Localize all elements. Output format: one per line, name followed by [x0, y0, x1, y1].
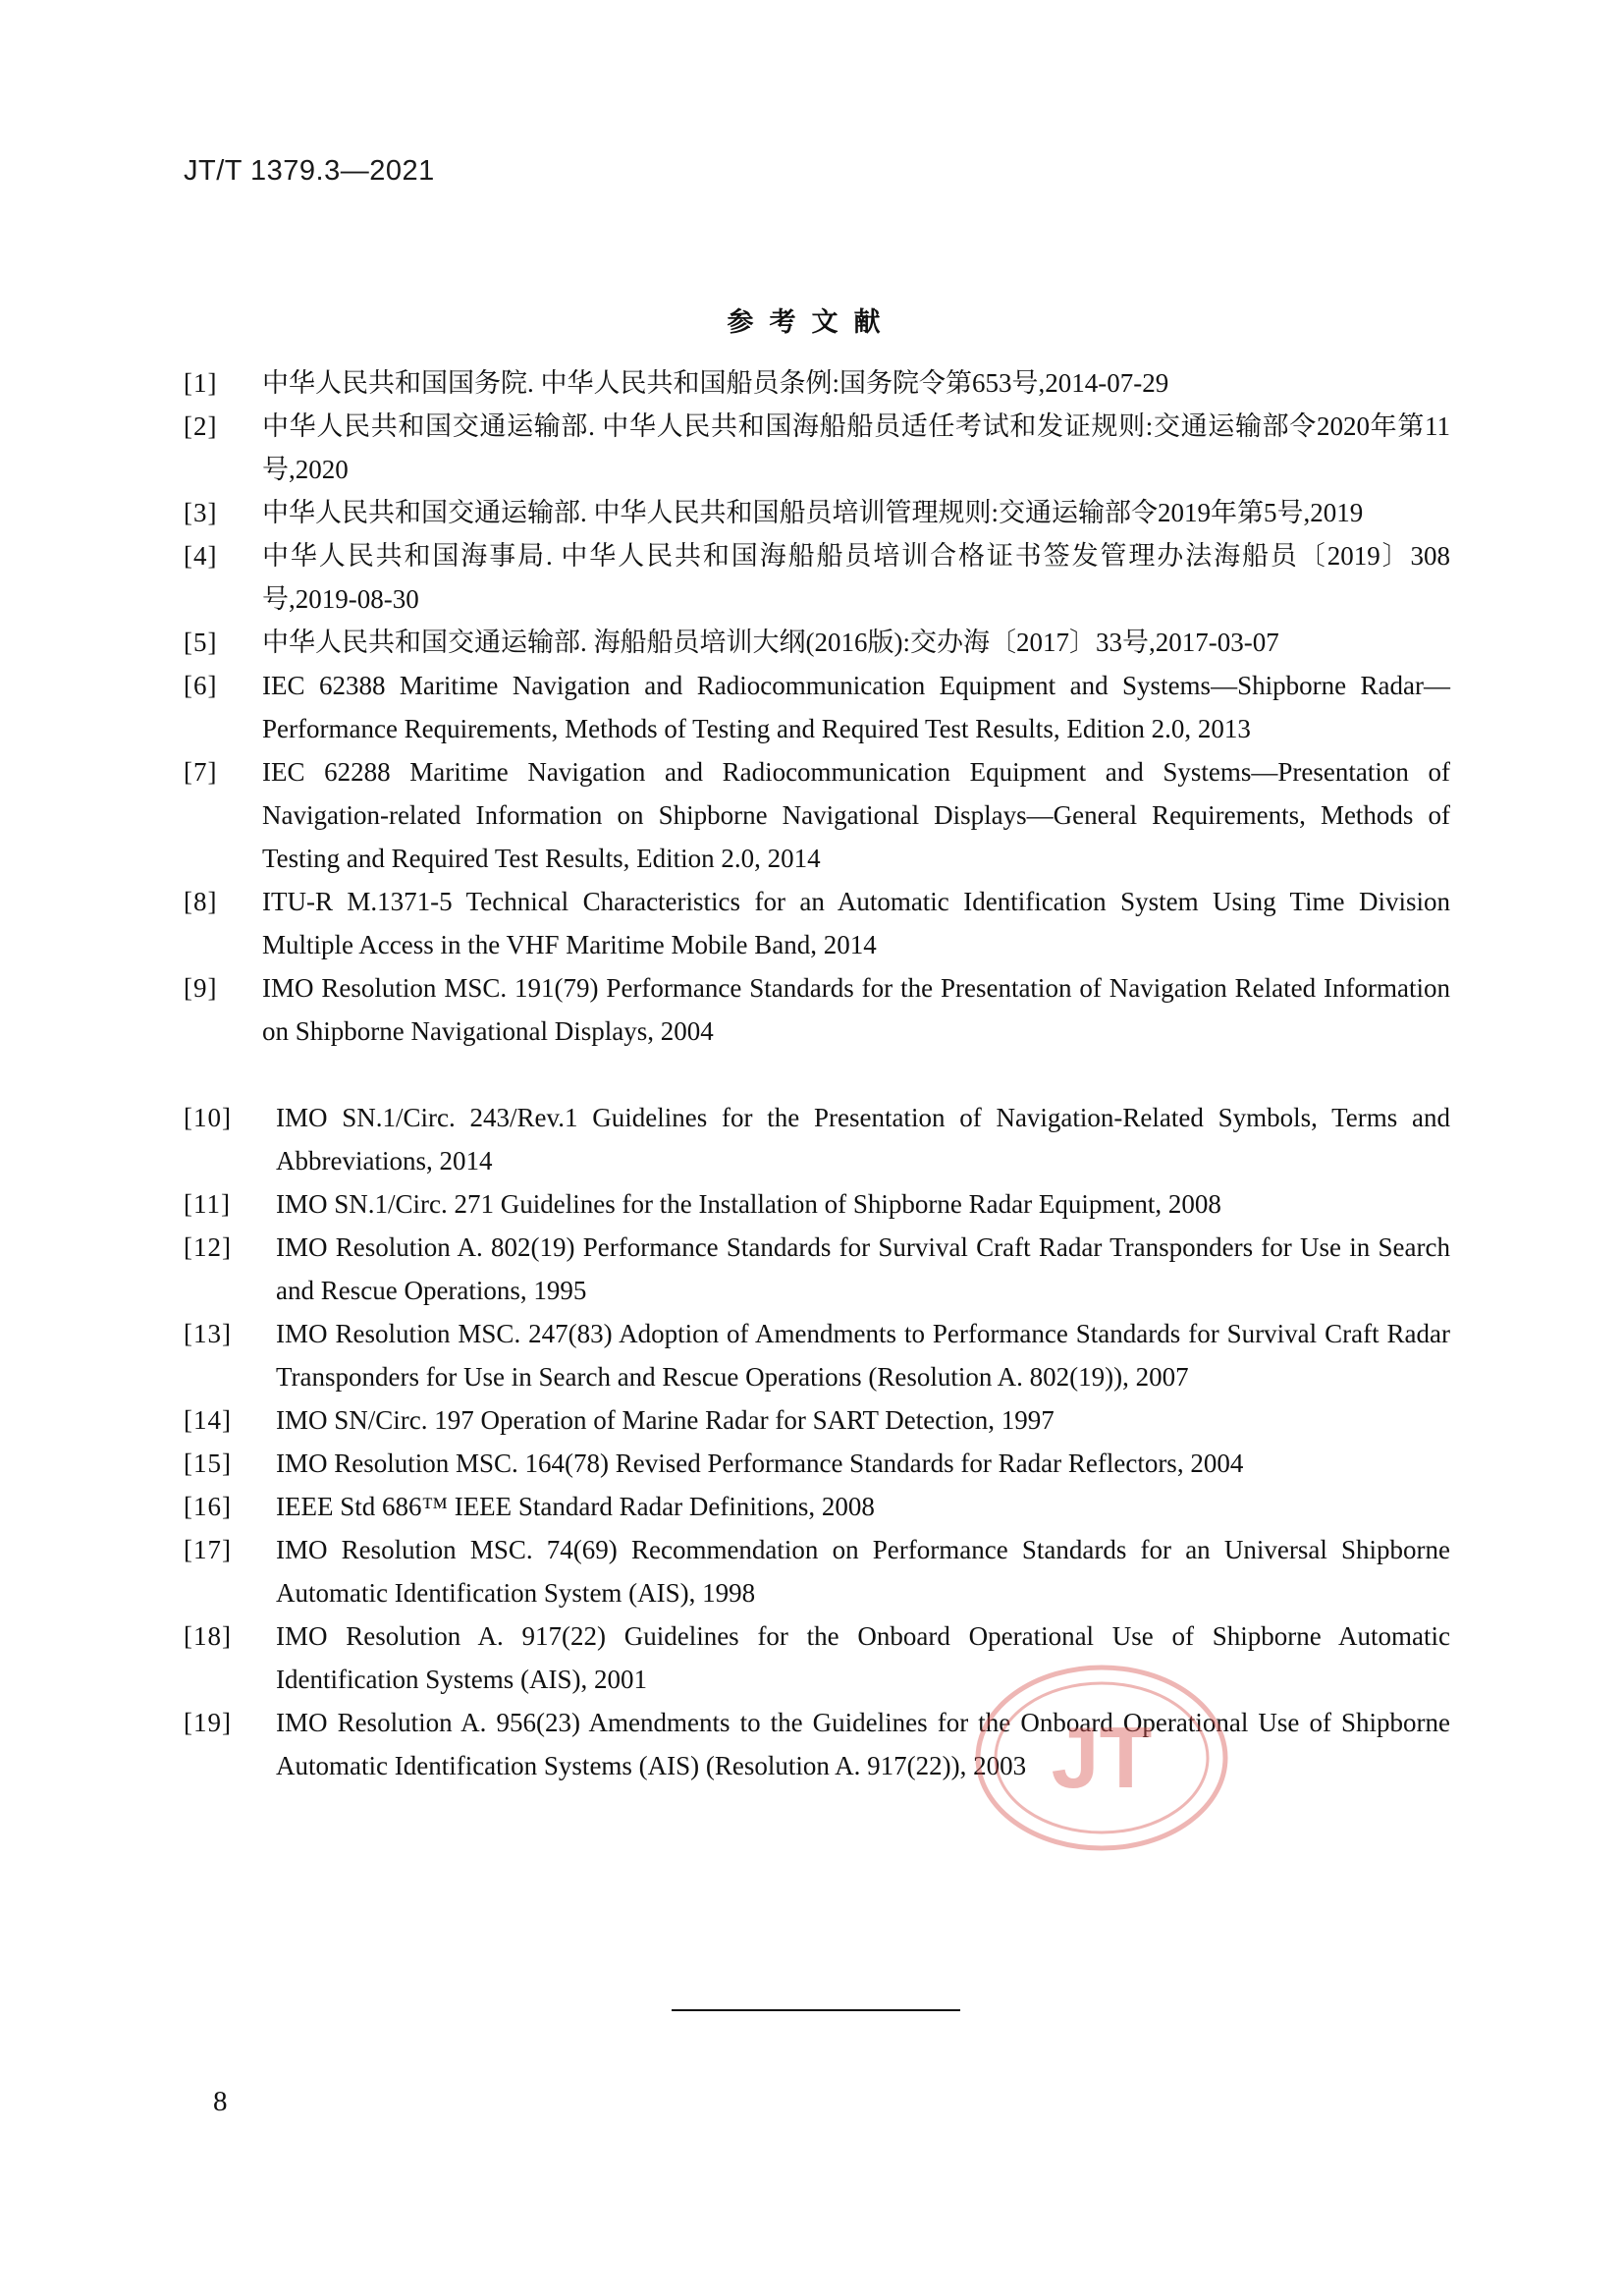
- reference-item-10: [184, 1096, 1450, 1182]
- reference-item-16: [184, 1485, 1450, 1528]
- reference-text: 中华人民共和国交通运输部. 中华人民共和国船员培训管理规则:交通运输部令2019年第5号,2019: [262, 498, 1364, 527]
- end-rule: [672, 2009, 960, 2011]
- references-title: 参考文献: [727, 307, 896, 338]
- reference-item-1: [184, 361, 1450, 405]
- stamp-text: JT: [1051, 1709, 1153, 1806]
- reference-item-5: [184, 621, 1450, 664]
- reference-item-4: [184, 534, 1450, 621]
- reference-number: [19]: [184, 1708, 232, 1737]
- reference-item-6: [184, 664, 1450, 750]
- reference-number: [14]: [184, 1405, 232, 1435]
- reference-text: IMO Resolution A. 917(22) Guidelines for the Onboard Operational Use of Shipborne Automatic Identification Systems (AIS), 2001: [276, 1621, 1450, 1694]
- reference-item-15: [184, 1442, 1450, 1485]
- reference-text: IMO SN.1/Circ. 271 Guidelines for the Installation of Shipborne Radar Equipment, 2008: [276, 1189, 1221, 1219]
- reference-list-1-9: [184, 361, 1450, 1053]
- reference-text: IMO Resolution MSC. 247(83) Adoption of Amendments to Performance Standards for Survival Craft Radar Transponders for Use in Search and Rescue Operations (Resolution A. 802(19)), 2007: [276, 1319, 1450, 1392]
- reference-text: IMO SN/Circ. 197 Operation of Marine Radar for SART Detection, 1997: [276, 1405, 1055, 1435]
- reference-number: [12]: [184, 1232, 232, 1262]
- reference-number: [18]: [184, 1621, 232, 1651]
- reference-number: [10]: [184, 1103, 232, 1132]
- reference-text: IMO Resolution A. 802(19) Performance Standards for Survival Craft Radar Transponders for Use in Search and Rescue Operations, 1995: [276, 1232, 1450, 1305]
- standard-code: JT/T 1379.3—2021: [184, 155, 435, 187]
- reference-item-14: [184, 1398, 1450, 1442]
- reference-number: [6]: [184, 671, 218, 700]
- reference-number: [7]: [184, 757, 218, 787]
- reference-number: [5]: [184, 628, 218, 657]
- reference-text: IMO SN.1/Circ. 243/Rev.1 Guidelines for the Presentation of Navigation-Related Symbols, Terms and Abbreviations, 2014: [276, 1103, 1450, 1175]
- reference-list-10-19: [184, 1096, 1450, 1787]
- reference-text: IMO Resolution MSC. 191(79) Performance Standards for the Presentation of Navigation Related Information on Shipborne Navigational Displays, 2004: [262, 973, 1450, 1046]
- reference-number: [13]: [184, 1319, 232, 1348]
- reference-item-9: [184, 966, 1450, 1053]
- reference-text: 中华人民共和国国务院. 中华人民共和国船员条例:国务院令第653号,2014-07-29: [262, 368, 1169, 398]
- reference-number: [1]: [184, 368, 218, 398]
- jt-stamp-icon: [972, 1662, 1231, 1854]
- reference-text: IMO Resolution MSC. 74(69) Recommendation on Performance Standards for an Universal Shipborne Automatic Identification System (AIS), 1998: [276, 1535, 1450, 1608]
- reference-item-8: [184, 880, 1450, 966]
- reference-number: [8]: [184, 887, 218, 916]
- reference-text: ITU-R M.1371-5 Technical Characteristics for an Automatic Identification System Using Time Division Multiple Access in the VHF Maritime Mobile Band, 2014: [262, 887, 1450, 959]
- reference-number: [15]: [184, 1449, 232, 1478]
- reference-item-2: [184, 405, 1450, 491]
- reference-text: IMO Resolution MSC. 164(78) Revised Performance Standards for Radar Reflectors, 2004: [276, 1449, 1244, 1478]
- reference-item-19: [184, 1701, 1450, 1787]
- reference-item-13: [184, 1312, 1450, 1398]
- reference-text: 中华人民共和国交通运输部. 中华人民共和国海船船员适任考试和发证规则:交通运输部令2020年第11号,2020: [262, 411, 1450, 484]
- reference-item-11: [184, 1182, 1450, 1226]
- reference-number: [2]: [184, 411, 218, 441]
- reference-number: [17]: [184, 1535, 232, 1564]
- reference-number: [16]: [184, 1492, 232, 1521]
- reference-text: IEC 62388 Maritime Navigation and Radiocommunication Equipment and Systems—Shipborne Radar—Performance Requirements, Methods of Testing and Required Test Results, Edition 2.0, 2013: [262, 671, 1450, 743]
- reference-item-18: [184, 1614, 1450, 1701]
- reference-item-3: [184, 491, 1450, 534]
- reference-item-7: [184, 750, 1450, 880]
- reference-number: [4]: [184, 541, 218, 571]
- reference-number: [3]: [184, 498, 218, 527]
- reference-number: [9]: [184, 973, 218, 1003]
- reference-item-17: [184, 1528, 1450, 1614]
- page-number: 8: [213, 2086, 228, 2117]
- reference-item-12: [184, 1226, 1450, 1312]
- reference-text: 中华人民共和国海事局. 中华人民共和国海船船员培训合格证书签发管理办法海船员〔2019〕308号,2019-08-30: [262, 541, 1450, 614]
- reference-text: IEC 62288 Maritime Navigation and Radiocommunication Equipment and Systems—Presentation of Navigation-related Information on Shipborne Navigational Displays—General Requirements, Methods of Testing and Required Test Results, Edition 2.0, 2014: [262, 757, 1450, 873]
- reference-text: IMO Resolution A. 956(23) Amendments to the Guidelines for the Onboard Operational Use of Shipborne Automatic Identification Systems (AIS) (Resolution A. 917(22)), 2003: [276, 1708, 1450, 1780]
- reference-text: 中华人民共和国交通运输部. 海船船员培训大纲(2016版):交办海〔2017〕33号,2017-03-07: [262, 628, 1279, 657]
- reference-number: [11]: [184, 1189, 231, 1219]
- reference-text: IEEE Std 686™ IEEE Standard Radar Definitions, 2008: [276, 1492, 875, 1521]
